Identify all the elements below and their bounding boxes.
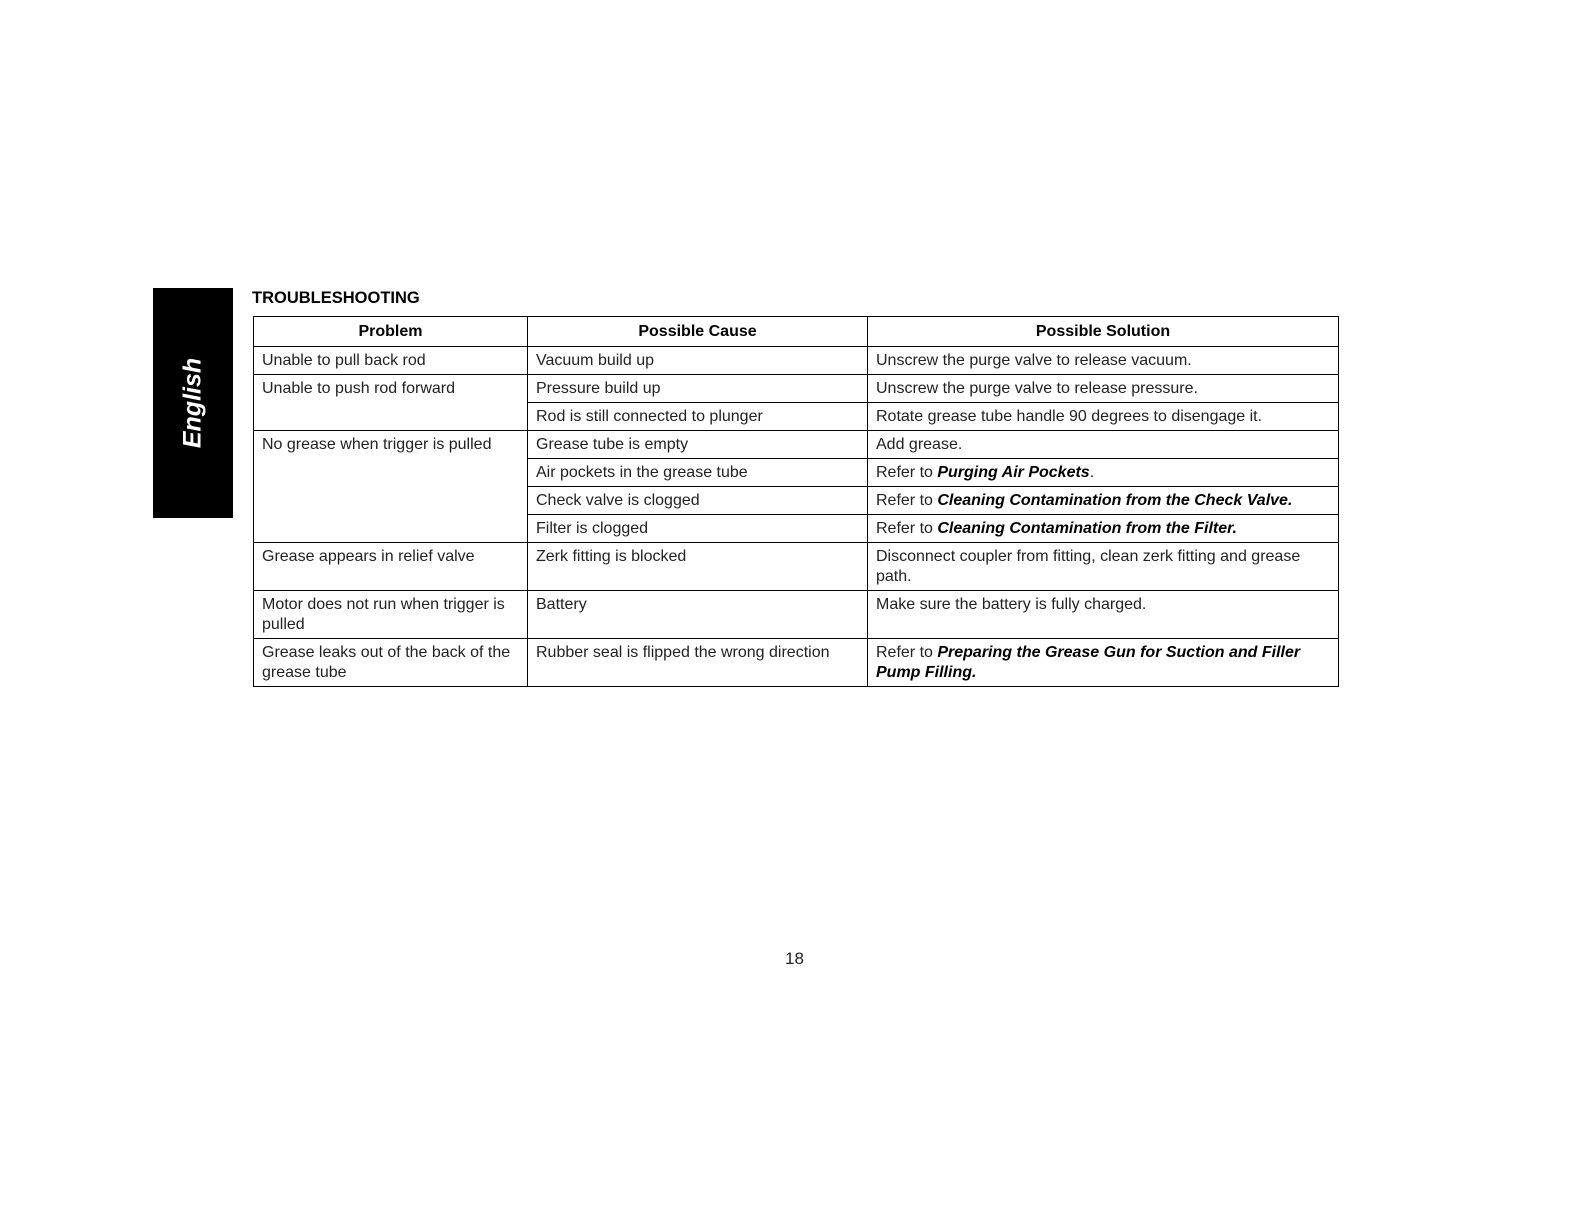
language-tab-label: English <box>178 357 207 449</box>
table-row <box>254 591 1339 639</box>
solution-prefix: Refer to <box>876 644 938 661</box>
cause-cell: Vacuum build up <box>528 347 868 375</box>
header-problem: Problem <box>254 317 528 347</box>
solution-reference: Cleaning Contamination from the Filter. <box>937 520 1237 537</box>
cause-cell: Air pockets in the grease tube <box>528 459 868 487</box>
solution-cell: Make sure the battery is fully charged. <box>868 591 1339 639</box>
cause-cell: Filter is clogged <box>528 515 868 543</box>
solution-prefix: Refer to <box>876 520 938 537</box>
solution-prefix: Refer to <box>876 492 938 509</box>
solution-cell <box>868 487 1339 515</box>
cause-cell: Zerk fitting is blocked <box>528 543 868 591</box>
solution-reference: Cleaning Contamination from the Check Valve. <box>937 492 1293 509</box>
cause-cell: Rod is still connected to plunger <box>528 403 868 431</box>
cause-cell: Grease tube is empty <box>528 431 868 459</box>
solution-cell <box>868 515 1339 543</box>
table-row <box>254 639 1339 687</box>
page-number: 18 <box>785 949 804 968</box>
solution-cell: Unscrew the purge valve to release vacuum. <box>868 347 1339 375</box>
problem-cell: Motor does not run when trigger is pulled <box>254 591 528 639</box>
table-row <box>254 431 1339 459</box>
table-row <box>254 375 1339 403</box>
cause-cell: Battery <box>528 591 868 639</box>
header-possible-cause: Possible Cause <box>528 317 868 347</box>
solution-reference: Preparing the Grease Gun for Suction and Filler Pump Filling. <box>876 644 1301 681</box>
cause-cell: Check valve is clogged <box>528 487 868 515</box>
solution-cell: Add grease. <box>868 431 1339 459</box>
solution-cell: Rotate grease tube handle 90 degrees to disengage it. <box>868 403 1339 431</box>
solution-cell <box>868 639 1339 687</box>
table-row <box>254 543 1339 591</box>
table-header-row <box>254 317 1339 347</box>
solution-cell: Unscrew the purge valve to release pressure. <box>868 375 1339 403</box>
problem-cell: No grease when trigger is pulled <box>254 431 528 543</box>
solution-cell: Disconnect coupler from fitting, clean zerk fitting and grease path. <box>868 543 1339 591</box>
table-row <box>254 347 1339 375</box>
cause-cell: Pressure build up <box>528 375 868 403</box>
problem-cell: Grease appears in relief valve <box>254 543 528 591</box>
cause-cell: Rubber seal is flipped the wrong direction <box>528 639 868 687</box>
solution-suffix: . <box>1089 464 1095 481</box>
troubleshooting-table <box>253 316 1339 687</box>
solution-prefix: Refer to <box>876 464 938 481</box>
section-title: TROUBLESHOOTING <box>252 289 420 307</box>
problem-cell: Grease leaks out of the back of the grease tube <box>254 639 528 687</box>
solution-reference: Purging Air Pockets <box>937 464 1090 481</box>
language-tab <box>153 288 233 518</box>
solution-cell <box>868 459 1339 487</box>
header-possible-solution: Possible Solution <box>868 317 1339 347</box>
problem-cell: Unable to push rod forward <box>254 375 528 431</box>
problem-cell: Unable to pull back rod <box>254 347 528 375</box>
